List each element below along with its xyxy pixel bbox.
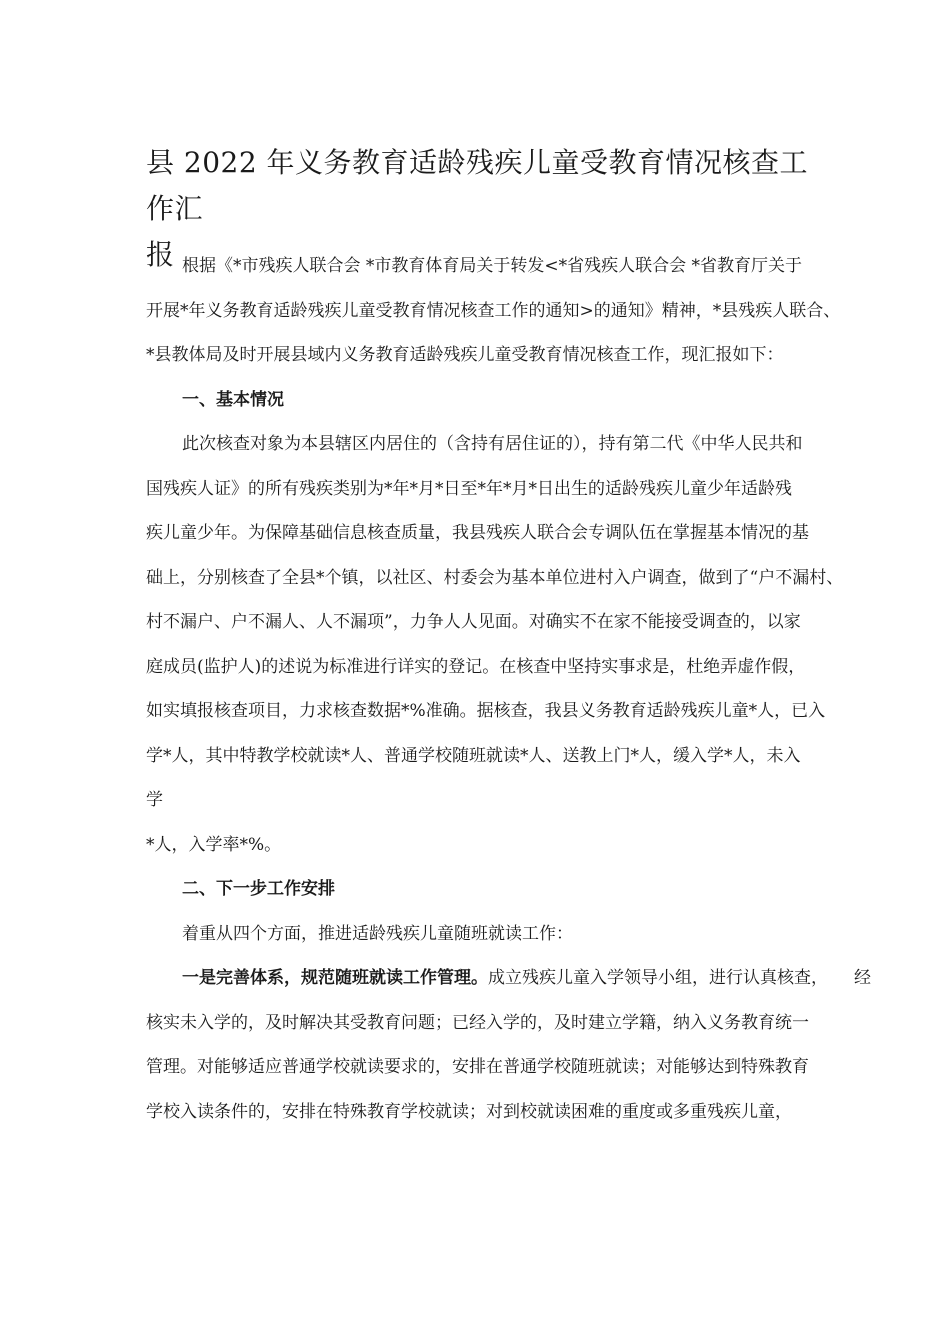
section-1-line-2: 国残疾人证》的所有残疾类别为*年*月*日至*年*月*日出生的适龄残疾儿童少年适龄残 — [146, 478, 792, 499]
intro-line-3: *县教体局及时开展县域内义务教育适龄残疾儿童受教育情况核查工作，现汇报如下： — [146, 345, 784, 365]
title-line-2: 报 — [146, 238, 175, 271]
section-2-line-1: 核实未入学的，及时解决其受教育问题；已经入学的，及时建立学籍，纳入义务教育统一 — [146, 1012, 809, 1033]
section-1-line-3: 疾儿童少年。为保障基础信息核查质量，我县残疾人联合会专调队伍在掌握基本情况的基 — [146, 523, 809, 543]
section-1-line-1: 此次核查对象为本县辖区内居住的（含持有居住证的），持有第二代《中华人民共和 — [182, 434, 803, 454]
intro-line-2: 开展*年义务教育适龄残疾儿童受教育情况核查工作的通知>的通知》精神，*县残疾人联合、 — [146, 300, 841, 321]
document-body — [146, 244, 871, 1134]
section-1-line-8: 学*人，其中特教学校就读*人、普通学校随班就读*人、送教上门*人，缓入学*人，未入 — [146, 745, 801, 766]
item-1-tail: 经 — [854, 968, 871, 988]
section-2-intro: 着重从四个方面，推进适龄残疾儿童随班就读工作： — [182, 923, 573, 944]
item-1-lead: 一是完善体系，规范随班就读工作管理。 — [182, 968, 488, 988]
intro-line-1: 根据《*市残疾人联合会 *市教育体育局关于转发<*省残疾人联合会 *省教育厅关于 — [182, 256, 803, 276]
item-1-text: 成立残疾儿童入学领导小组，进行认真核查， — [488, 968, 828, 988]
section-1-heading: 一、基本情况 — [182, 389, 284, 410]
section-2-item-1 — [146, 956, 871, 1001]
section-1-line-7: 如实填报核查项目，力求核查数据*%准确。据核查，我县义务教育适龄残疾儿童*人，已入 — [146, 701, 826, 721]
section-1-line-4: 础上，分别核查了全县*个镇，以社区、村委会为基本单位进村入户调查，做到了“户不漏村、 — [146, 567, 844, 588]
section-1-line-9: 学 — [146, 790, 163, 810]
section-2-heading: 二、下一步工作安排 — [182, 879, 335, 899]
section-1-line-10: *人，入学率*%。 — [146, 834, 282, 855]
section-1-line-6: 庭成员(监护人)的述说为标准进行详实的登记。在核查中坚持实事求是，杜绝弄虚作假， — [146, 656, 806, 677]
title-line-1: 县 2022 年义务教育适龄残疾儿童受教育情况核查工作汇 — [146, 146, 809, 225]
section-2-line-2: 管理。对能够适应普通学校就读要求的，安排在普通学校随班就读；对能够达到特殊教育 — [146, 1057, 809, 1077]
section-2-line-3: 学校入读条件的，安排在特殊教育学校就读；对到校就读困难的重度或多重残疾儿童， — [146, 1101, 792, 1122]
section-1-line-5: 村不漏户、户不漏人、人不漏项”，力争人人见面。对确实不在家不能接受调查的，以家 — [146, 612, 801, 632]
